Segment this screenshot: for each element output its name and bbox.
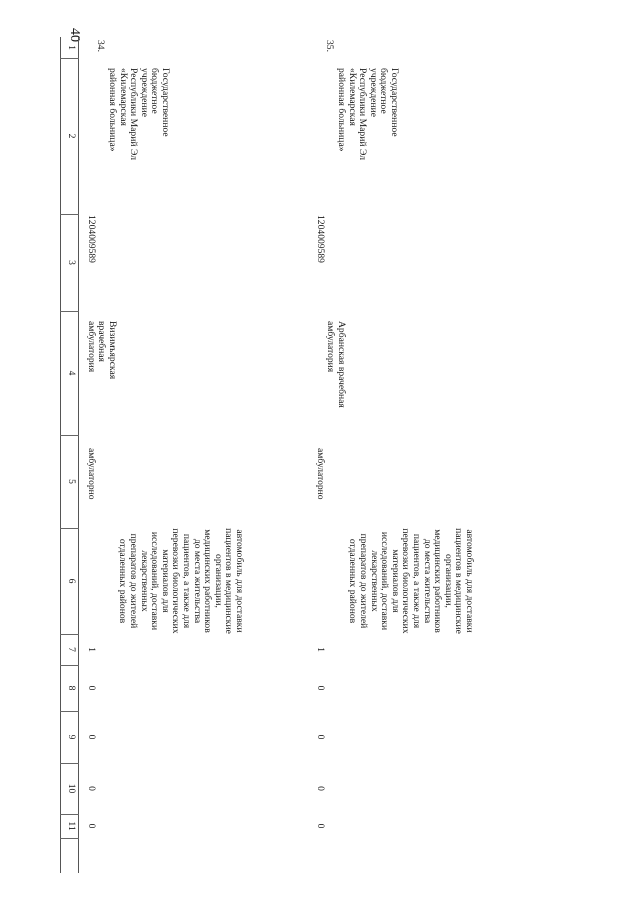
row-34-col7: 1 xyxy=(86,647,97,652)
row-35-unit: Арбанская врачебная амбулатория xyxy=(325,321,347,408)
header-num-4: 4 xyxy=(66,370,77,376)
row-34-col9: 0 xyxy=(86,734,97,740)
row-34-vehicle: автомобиль для доставки пациентов в медицинские организации, медицинских работников до места жительства пациентов, а также для перевозки биологических материалов для исследований, доставки лекарственных препаратов до жителей отдаленных районов xyxy=(117,528,245,634)
table-top-rule xyxy=(78,37,79,873)
header-num-10: 10 xyxy=(66,783,77,794)
row-34-condition: амбулаторно xyxy=(86,448,97,500)
row-35-col8: 0 xyxy=(315,685,326,691)
row-35-col9: 0 xyxy=(315,734,326,740)
header-num-6: 6 xyxy=(66,578,77,584)
header-num-3: 3 xyxy=(66,260,77,265)
row-34-unit: Визимъярская врачебная амбулатория xyxy=(85,321,118,380)
header-num-11: 11 xyxy=(66,821,77,831)
row-35-condition: амбулаторно xyxy=(315,448,326,500)
page-number: 40 xyxy=(67,28,82,42)
row-35-col7: 1 xyxy=(315,647,326,652)
header-num-8: 8 xyxy=(66,685,77,691)
table-sheet xyxy=(32,18,577,873)
row-34-inn: 1204009589 xyxy=(86,215,97,263)
row-35-col10: 0 xyxy=(315,786,326,791)
header-num-9: 9 xyxy=(66,734,77,740)
row-35-col11: 0 xyxy=(315,823,326,829)
col-sep xyxy=(60,838,79,839)
row-35-inn: 1204009589 xyxy=(315,215,326,263)
row-34-col8: 0 xyxy=(86,685,97,691)
row-34-num: 34. xyxy=(95,40,106,52)
table-header-rule xyxy=(60,37,61,873)
row-34-col11: 0 xyxy=(86,823,97,829)
header-num-7: 7 xyxy=(66,647,77,652)
header-num-5: 5 xyxy=(66,479,77,484)
row-35-institution: Государственное бюджетное учреждение Республики Марий Эл «Килемарская районная больница» xyxy=(336,68,400,160)
row-35-vehicle: автомобиль для доставки пациентов в медицинские организации, медицинских работников до места жительства пациентов, а также для перевозки биологических материалов для исследований, доставки лекарственных препаратов до жителей отдаленных районов xyxy=(347,528,475,634)
header-num-2: 2 xyxy=(66,133,77,139)
row-35-num: 35. xyxy=(324,40,335,52)
header-num-1: 1 xyxy=(66,45,77,50)
row-34-institution: Государственное бюджетное учреждение Республики Марий Эл «Килемарская районная больница» xyxy=(107,68,171,160)
row-34-col10: 0 xyxy=(86,786,97,791)
